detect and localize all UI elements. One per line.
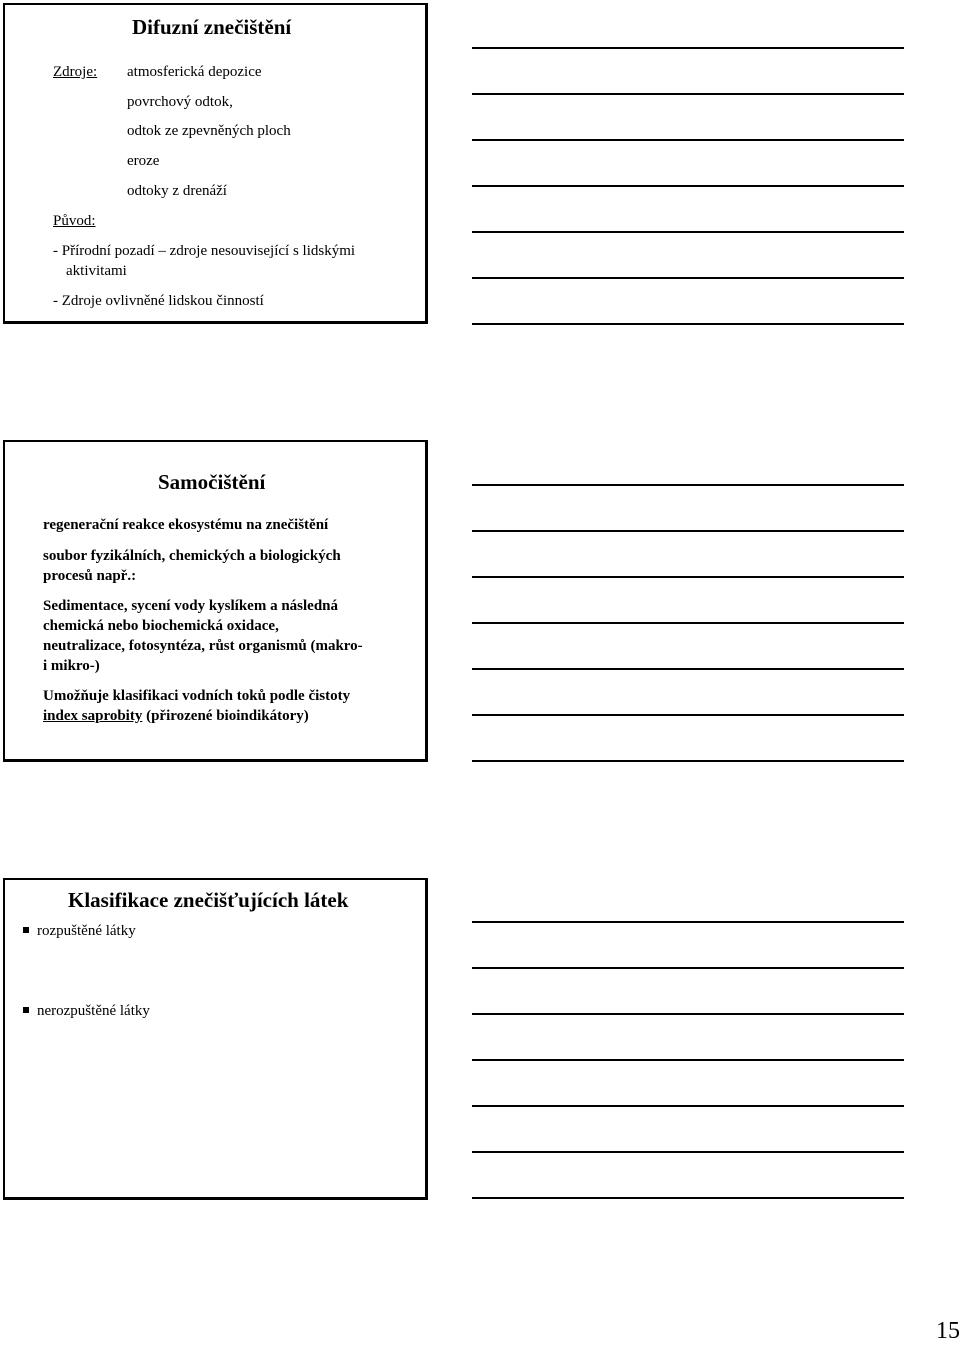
slide-difuzni-znecisteni bbox=[3, 3, 428, 324]
note-line bbox=[472, 323, 904, 325]
slide-klasifikace bbox=[3, 878, 428, 1200]
note-line bbox=[472, 668, 904, 670]
slide-title: Difuzní znečištění bbox=[132, 15, 292, 39]
text-line: chemická nebo biochemická oxidace, bbox=[43, 618, 279, 634]
note-line bbox=[472, 1105, 904, 1107]
bullet-square-icon bbox=[23, 927, 29, 933]
text-line: regenerační reakce ekosystému na znečištění bbox=[43, 517, 329, 533]
origin-label: Původ: bbox=[53, 213, 96, 229]
slide-samocisteni bbox=[3, 440, 428, 762]
note-line bbox=[472, 93, 904, 95]
note-line bbox=[472, 530, 904, 532]
slide-title: Samočištění bbox=[158, 470, 266, 494]
source-item: odtoky z drenáží bbox=[127, 183, 227, 199]
origin-item: - Přírodní pozadí – zdroje nesouvisející s lidskými bbox=[53, 243, 356, 259]
source-item: eroze bbox=[127, 153, 160, 169]
note-line bbox=[472, 47, 904, 49]
note-line bbox=[472, 622, 904, 624]
note-line bbox=[472, 484, 904, 486]
note-line bbox=[472, 1197, 904, 1199]
note-line bbox=[472, 185, 904, 187]
source-item: povrchový odtok, bbox=[127, 94, 233, 110]
bullet-label: rozpuštěné látky bbox=[37, 923, 136, 939]
origin-item: - Zdroje ovlivněné lidskou činností bbox=[53, 293, 264, 309]
sources-label: Zdroje: bbox=[53, 64, 98, 80]
text-line-rest: (přirozené bioindikátory) bbox=[142, 708, 309, 724]
text-line: Sedimentace, sycení vody kyslíkem a následná bbox=[43, 598, 339, 614]
bullet-square-icon bbox=[23, 1007, 29, 1013]
bullet-item bbox=[23, 921, 136, 941]
text-line: procesů např.: bbox=[43, 568, 137, 584]
note-line bbox=[472, 1059, 904, 1061]
origin-item: aktivitami bbox=[66, 263, 127, 279]
note-line bbox=[472, 1013, 904, 1015]
note-line bbox=[472, 576, 904, 578]
note-line bbox=[472, 760, 904, 762]
index-saprobity-term: index saprobity bbox=[43, 708, 143, 724]
note-line bbox=[472, 139, 904, 141]
note-line bbox=[472, 231, 904, 233]
text-line: Umožňuje klasifikaci vodních toků podle čistoty bbox=[43, 688, 351, 704]
text-line: soubor fyzikálních, chemických a biologických bbox=[43, 548, 341, 564]
note-line bbox=[472, 1151, 904, 1153]
text-line: neutralizace, fotosyntéza, růst organismů (makro- bbox=[43, 638, 363, 654]
source-item: odtok ze zpevněných ploch bbox=[127, 123, 291, 139]
text-line: i mikro-) bbox=[43, 658, 100, 674]
bullet-item bbox=[23, 1001, 150, 1021]
page-number: 15 bbox=[936, 1318, 960, 1344]
note-line bbox=[472, 921, 904, 923]
slide-title: Klasifikace znečišťujících látek bbox=[68, 888, 349, 912]
note-line bbox=[472, 277, 904, 279]
note-line bbox=[472, 714, 904, 716]
text-line-last bbox=[43, 706, 309, 726]
note-line bbox=[472, 967, 904, 969]
bullet-label: nerozpuštěné látky bbox=[37, 1003, 150, 1019]
source-item: atmosferická depozice bbox=[127, 64, 262, 80]
